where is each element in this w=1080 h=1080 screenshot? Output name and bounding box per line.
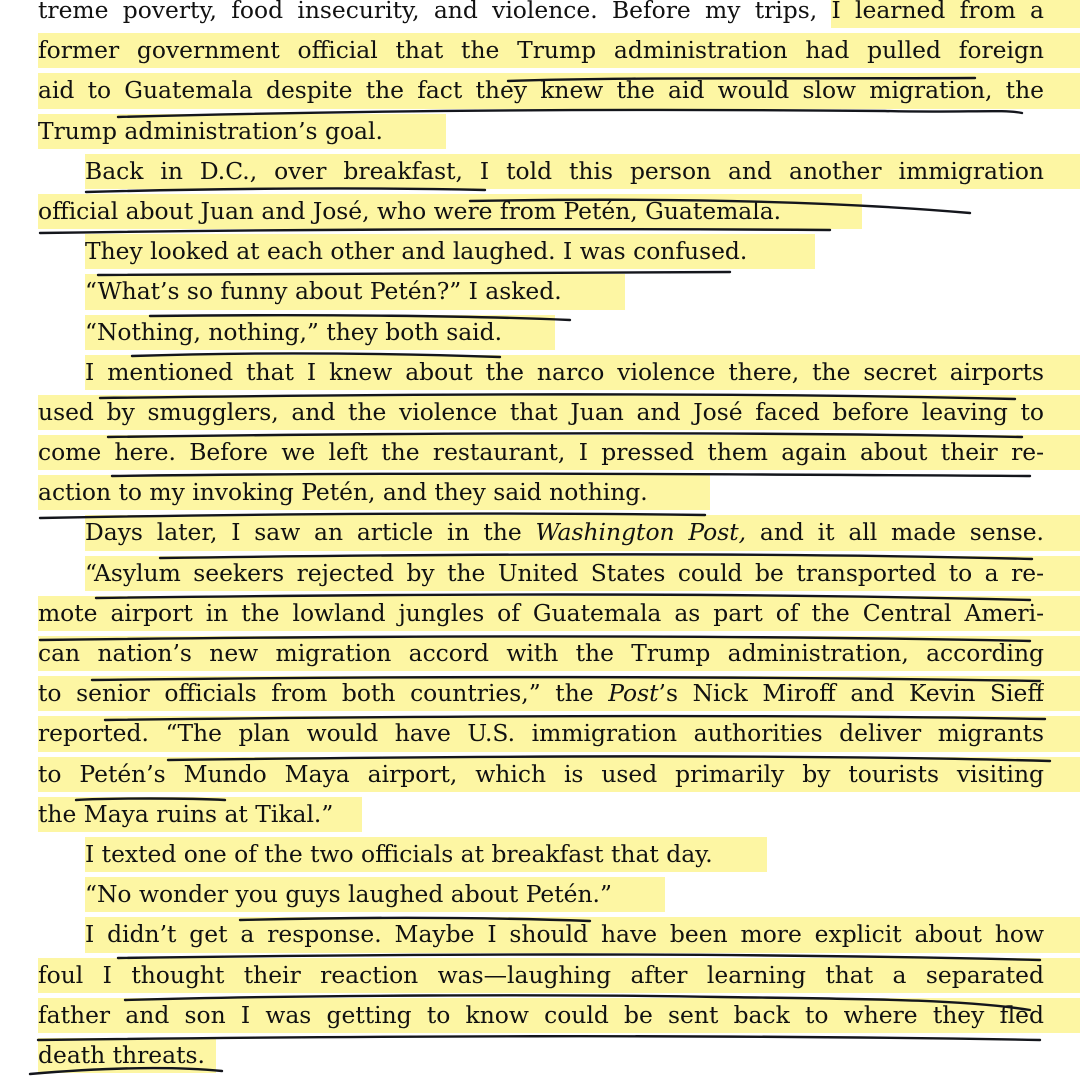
text-line bbox=[38, 874, 1044, 914]
text-line bbox=[38, 111, 1044, 151]
line-text: death threats. bbox=[38, 1040, 205, 1069]
text-line bbox=[38, 633, 1044, 673]
line-text: come here. Before we left the restaurant, I pressed them again about their re- bbox=[38, 438, 1044, 467]
text-line bbox=[38, 995, 1044, 1035]
text-line bbox=[38, 512, 1044, 552]
line-text: foul I thought their reaction was—laughing after learning that a separated bbox=[38, 960, 1044, 989]
line-text: father and son I was getting to know could be sent back to where they fled bbox=[38, 1000, 1044, 1029]
text-line bbox=[38, 553, 1044, 593]
text-line bbox=[38, 352, 1044, 392]
line-text: official about Juan and José, who were from Petén, Guatemala. bbox=[38, 196, 782, 225]
line-text: former government official that the Trump administration had pulled foreign bbox=[38, 36, 1044, 65]
text-line bbox=[38, 754, 1044, 794]
line-text: to Petén’s Mundo Maya airport, which is used primarily by tourists visiting bbox=[38, 759, 1044, 788]
text-line bbox=[38, 834, 1044, 874]
publication-title: Washington Post, bbox=[535, 518, 747, 547]
text-line bbox=[38, 392, 1044, 432]
line-text: I texted one of the two officials at breakfast that day. bbox=[85, 839, 713, 868]
line-text: action to my invoking Petén, and they said nothing. bbox=[38, 478, 648, 507]
line-text: reported. “The plan would have U.S. immigration authorities deliver migrants bbox=[38, 719, 1044, 748]
line-text: can nation’s new migration accord with the Trump administration, according bbox=[38, 639, 1044, 667]
text-line bbox=[38, 312, 1044, 352]
line-text: They looked at each other and laughed. I was confused. bbox=[85, 237, 748, 266]
line-text: “No wonder you guys laughed about Petén.” bbox=[85, 880, 612, 909]
text-line bbox=[38, 231, 1044, 271]
text-line bbox=[38, 191, 1044, 231]
line-text: to senior officials from both countries,” the Post’s Nick Miroff and Kevin Sieff bbox=[38, 679, 1044, 708]
line-text: Trump administration’s goal. bbox=[38, 116, 383, 145]
line-text: Days later, I saw an article in the Washington Post, and it all made sense. bbox=[85, 518, 1044, 547]
line-text: used by smugglers, and the violence that Juan and José faced before leaving to bbox=[38, 397, 1044, 426]
text-line bbox=[38, 794, 1044, 834]
line-text: “Asylum seekers rejected by the United States could be transported to a re- bbox=[85, 558, 1044, 587]
text-line bbox=[38, 593, 1044, 633]
line-text: I didn’t get a response. Maybe I should have been more explicit about how bbox=[85, 920, 1044, 949]
text-line bbox=[38, 30, 1044, 70]
publication-title: Post bbox=[608, 679, 659, 708]
text-line bbox=[38, 472, 1044, 512]
line-text: mote airport in the lowland jungles of Guatemala as part of the Central Ameri- bbox=[38, 598, 1044, 627]
line-text: aid to Guatemala despite the fact they knew the aid would slow migration, the bbox=[38, 76, 1044, 105]
line-text: Back in D.C., over breakfast, I told this person and another immigration bbox=[85, 156, 1044, 185]
line-text: I mentioned that I knew about the narco violence there, the secret airports bbox=[85, 357, 1044, 386]
line-text: the Maya ruins at Tikal.” bbox=[38, 799, 334, 828]
text-line bbox=[38, 955, 1044, 995]
text-line bbox=[38, 151, 1044, 191]
line-text: treme poverty, food insecurity, and violence. Before my trips, I learned from a bbox=[38, 0, 1044, 24]
line-text: “Nothing, nothing,” they both said. bbox=[85, 317, 503, 346]
text-line bbox=[38, 271, 1044, 311]
book-text bbox=[38, 0, 1044, 1075]
text-line bbox=[38, 673, 1044, 713]
text-line bbox=[38, 0, 1044, 30]
text-line bbox=[38, 914, 1044, 954]
text-line bbox=[38, 1035, 1044, 1075]
line-text: “What’s so funny about Petén?” I asked. bbox=[85, 277, 562, 306]
text-line bbox=[38, 432, 1044, 472]
text-line bbox=[38, 713, 1044, 753]
text-line bbox=[38, 70, 1044, 110]
